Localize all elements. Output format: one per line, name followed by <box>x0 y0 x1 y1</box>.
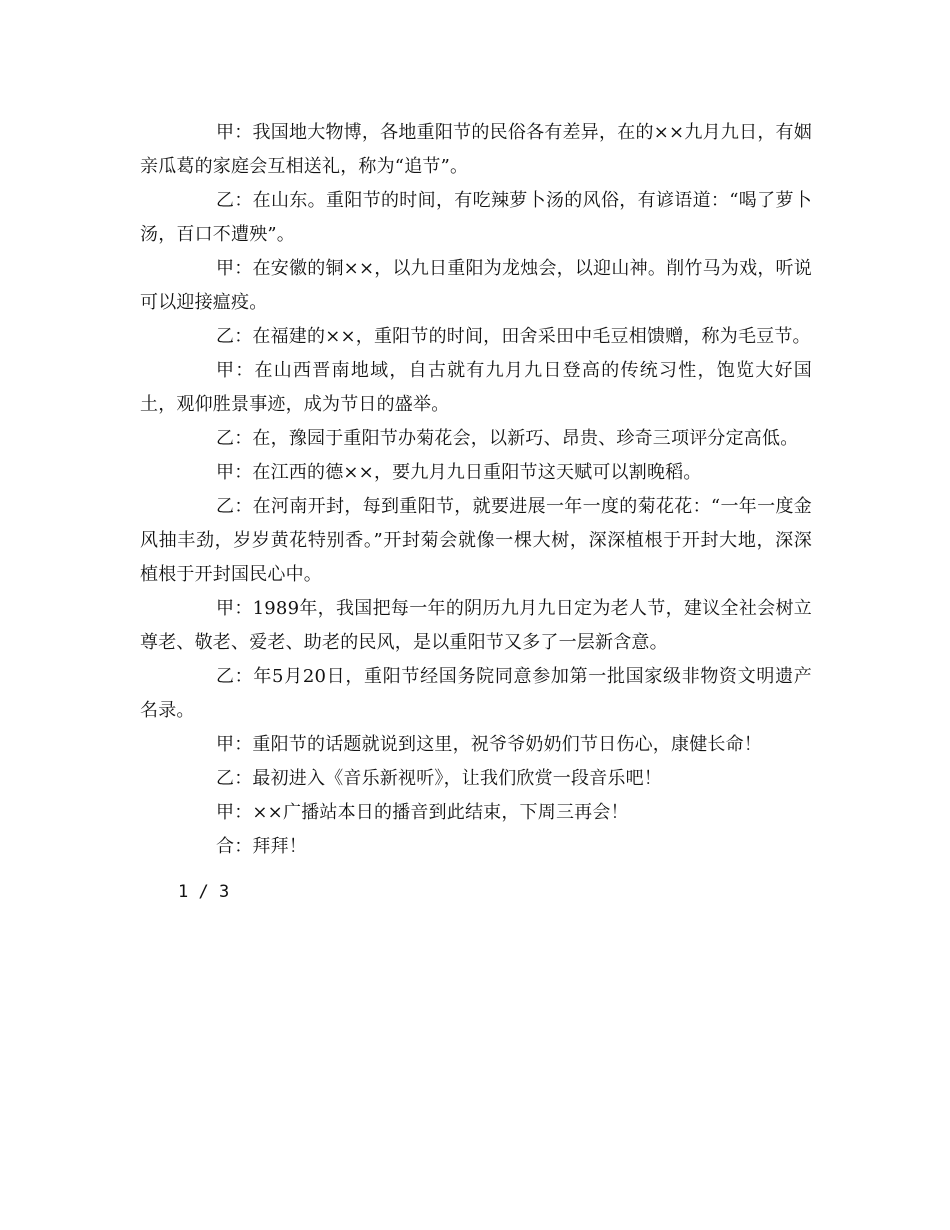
page-number: 1 / 3 <box>178 882 230 902</box>
paragraph-7: 甲：在江西的德××，要九月九日重阳节这天赋可以割晚稻。 <box>216 462 702 483</box>
paragraph-11: 甲：重阳节的话题就说到这里，祝爷爷奶奶们节日伤心，康健长命！ <box>216 734 762 755</box>
paragraph-10: 乙：年5月20日，重阳节经国务院同意参加第一批国家级非物资文明遗产名录。 <box>140 666 812 721</box>
paragraph-14: 合：拜拜！ <box>216 836 307 857</box>
paragraph-9: 甲：1989年，我国把每一年的阴历九月九日定为老人节，建议全社会树立尊老、敬老、爱老、助老的民风，是以重阳节又多了一层新含意。 <box>140 598 812 653</box>
paragraph-4: 乙：在福建的××，重阳节的时间，田舍采田中毛豆相馈赠，称为毛豆节。 <box>216 326 811 347</box>
paragraph-13: 甲：××广播站本日的播音到此结束，下周三再会！ <box>216 802 629 823</box>
paragraph-1: 甲：我国地大物博，各地重阳节的民俗各有差异，在的××九月九日，有姻亲瓜葛的家庭会互相送礼，称为“追节”。 <box>140 122 812 177</box>
paragraph-5: 甲：在山西晋南地域，自古就有九月九日登高的传统习性，饱览大好国土，观仰胜景事迹，成为节日的盛举。 <box>140 360 812 415</box>
document-body <box>140 116 812 864</box>
paragraph-6: 乙：在，豫园于重阳节办菊花会，以新巧、昂贵、珍奇三项评分定高低。 <box>216 428 799 449</box>
paragraph-8: 乙：在河南开封，每到重阳节，就要进展一年一度的菊花花：“一年一度金风抽丰劲，岁岁黄花特别香。”开封菊会就像一棵大树，深深植根于开封大地，深深植根于开封国民心中。 <box>140 496 812 585</box>
paragraph-2: 乙：在山东。重阳节的时间，有吃辣萝卜汤的风俗，有谚语道：“喝了萝卜汤，百口不遭殃”。 <box>140 190 812 245</box>
paragraph-12: 乙：最初进入《音乐新视听》，让我们欣赏一段音乐吧！ <box>216 768 662 789</box>
paragraph-3: 甲：在安徽的铜××，以九日重阳为龙烛会，以迎山神。削竹马为戏，听说可以迎接瘟疫。 <box>140 258 812 313</box>
